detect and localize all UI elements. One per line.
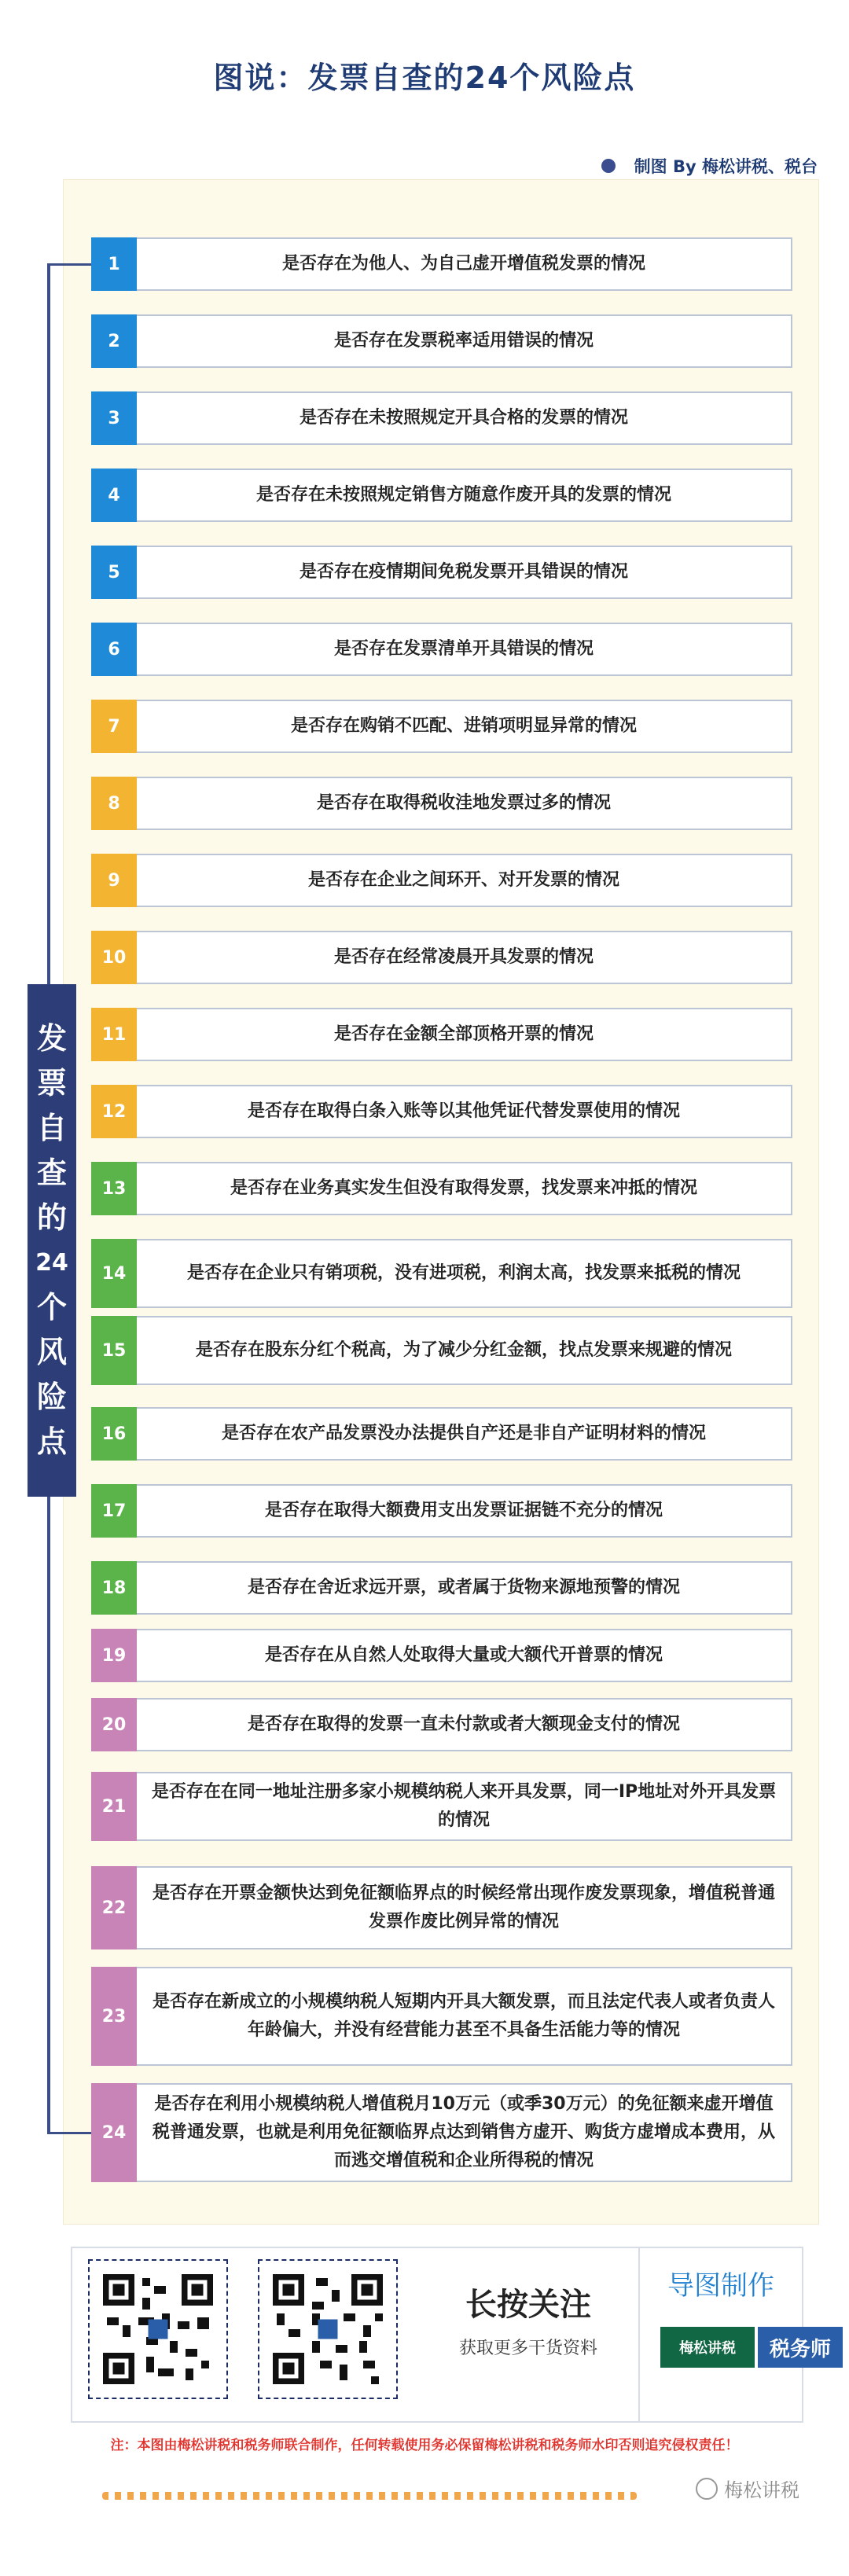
risk-item bbox=[91, 777, 792, 830]
footer-divider bbox=[638, 2248, 640, 2421]
credit-text: 制图 By 梅松讲税、税台 bbox=[634, 157, 818, 176]
risk-item bbox=[91, 314, 792, 368]
risk-item-text: 是否存在从自然人处取得大量或大额代开普票的情况 bbox=[137, 1629, 792, 1682]
risk-item-number: 13 bbox=[91, 1162, 137, 1215]
maker-title: 导图制作 bbox=[667, 2270, 774, 2302]
risk-item-number: 17 bbox=[91, 1484, 137, 1538]
risk-item-number: 10 bbox=[91, 931, 137, 984]
risk-item-number: 8 bbox=[91, 777, 137, 830]
risk-item-number: 5 bbox=[91, 546, 137, 599]
risk-item-number: 1 bbox=[91, 237, 137, 291]
rail-label-box bbox=[28, 984, 76, 1497]
risk-item-number: 4 bbox=[91, 469, 137, 522]
qr-code-icon bbox=[99, 2270, 217, 2388]
rail-label-char: 24 bbox=[35, 1249, 68, 1277]
risk-item-number: 23 bbox=[91, 1967, 137, 2066]
risk-item bbox=[91, 1772, 792, 1841]
risk-item bbox=[91, 854, 792, 907]
risk-item-number: 19 bbox=[91, 1629, 137, 1682]
logo-meisong: 梅松讲税 bbox=[660, 2327, 755, 2368]
brand-mark bbox=[696, 2475, 799, 2502]
risk-item-text: 是否存在舍近求远开票，或者属于货物来源地预警的情况 bbox=[137, 1561, 792, 1615]
risk-item bbox=[91, 469, 792, 522]
risk-item bbox=[91, 1239, 792, 1308]
risk-item bbox=[91, 1629, 792, 1682]
risk-item-text: 是否存在新成立的小规模纳税人短期内开具大额发票，而且法定代表人或者负责人年龄偏大，并没有经营能力甚至不具备生活能力等的情况 bbox=[137, 1967, 792, 2066]
rail-label-char: 险 bbox=[36, 1380, 67, 1414]
risk-item-text: 是否存在为他人、为自己虚开增值税发票的情况 bbox=[137, 237, 792, 291]
risk-item bbox=[91, 1407, 792, 1461]
risk-item-text: 是否存在业务真实发生但没有取得发票，找发票来冲抵的情况 bbox=[137, 1162, 792, 1215]
qr-code-left[interactable] bbox=[88, 2259, 228, 2399]
risk-item-number: 6 bbox=[91, 623, 137, 676]
risk-item bbox=[91, 1561, 792, 1615]
risk-item-number: 20 bbox=[91, 1698, 137, 1751]
risk-item-number: 9 bbox=[91, 854, 137, 907]
qr-code-right[interactable] bbox=[258, 2259, 398, 2399]
risk-item-text: 是否存在在同一地址注册多家小规模纳税人来开具发票，同一IP地址对外开具发票的情况 bbox=[137, 1772, 792, 1841]
risk-item-number: 7 bbox=[91, 700, 137, 753]
rail-label-char: 自 bbox=[36, 1111, 67, 1145]
risk-item bbox=[91, 1316, 792, 1385]
copyright-note: 注：本图由梅松讲税和税务师联合制作，任何转载使用务必保留梅松讲税和税务师水印否则追究侵权责任！ bbox=[110, 2438, 739, 2453]
risk-item-text: 是否存在未按照规定销售方随意作废开具的发票的情况 bbox=[137, 469, 792, 522]
risk-item-text: 是否存在企业之间环开、对开发票的情况 bbox=[137, 854, 792, 907]
risk-item-text: 是否存在疫情期间免税发票开具错误的情况 bbox=[137, 546, 792, 599]
risk-item-text: 是否存在取得大额费用支出发票证据链不充分的情况 bbox=[137, 1484, 792, 1538]
risk-item bbox=[91, 237, 792, 291]
rail-label-char: 票 bbox=[36, 1066, 67, 1101]
risk-item-text: 是否存在股东分红个税高，为了减少分红金额，找点发票来规避的情况 bbox=[137, 1316, 792, 1385]
rail-label-char: 的 bbox=[36, 1200, 67, 1235]
risk-item-number: 15 bbox=[91, 1316, 137, 1385]
risk-item bbox=[91, 2083, 792, 2182]
credit-line bbox=[601, 154, 818, 178]
footer-box bbox=[71, 2247, 831, 2423]
risk-item-number: 16 bbox=[91, 1407, 137, 1461]
risk-item-text: 是否存在农产品发票没办法提供自产还是非自产证明材料的情况 bbox=[137, 1407, 792, 1461]
rail-label-char: 查 bbox=[36, 1156, 67, 1190]
dotted-divider bbox=[102, 2492, 637, 2500]
risk-item bbox=[91, 1008, 792, 1061]
page-title: 图说：发票自查的24个风险点 bbox=[213, 61, 636, 95]
risk-item-text: 是否存在未按照规定开具合格的发票的情况 bbox=[137, 391, 792, 445]
risk-item-text: 是否存在企业只有销项税，没有进项税，利润太高，找发票来抵税的情况 bbox=[137, 1239, 792, 1308]
risk-item-number: 12 bbox=[91, 1085, 137, 1138]
risk-item-number: 11 bbox=[91, 1008, 137, 1061]
bullet-dot-icon bbox=[601, 159, 616, 173]
rail-label-char: 风 bbox=[36, 1335, 67, 1369]
risk-item bbox=[91, 931, 792, 984]
follow-subtitle: 获取更多干货资料 bbox=[458, 2339, 597, 2358]
risk-item-text: 是否存在取得的发票一直未付款或者大额现金支付的情况 bbox=[137, 1698, 792, 1751]
rail-connector bbox=[47, 263, 91, 266]
risk-item bbox=[91, 1698, 792, 1751]
risk-item bbox=[91, 1085, 792, 1138]
risk-item-text: 是否存在购销不匹配、进销项明显异常的情况 bbox=[137, 700, 792, 753]
rail-label-char: 点 bbox=[36, 1424, 67, 1459]
risk-item-number: 14 bbox=[91, 1239, 137, 1308]
brand-text: 梅松讲税 bbox=[724, 2479, 799, 2501]
risk-item-number: 3 bbox=[91, 391, 137, 445]
risk-item bbox=[91, 1967, 792, 2066]
risk-item bbox=[91, 546, 792, 599]
risk-item-text: 是否存在利用小规模纳税人增值税月10万元（或季30万元）的免征额来虚开增值税普通发票，也就是利用免征额临界点达到销售方虚开、购货方虚增成本费用，从而逃交增值税和企业所得税的情况 bbox=[137, 2083, 792, 2182]
risk-item bbox=[91, 1162, 792, 1215]
risk-item-number: 21 bbox=[91, 1772, 137, 1841]
qr-code-icon bbox=[269, 2270, 387, 2388]
rail-label-char: 发 bbox=[36, 1021, 67, 1056]
logo-shuiwushi: 税务师 bbox=[758, 2327, 843, 2368]
rail-label-char: 个 bbox=[36, 1290, 67, 1325]
risk-item bbox=[91, 1484, 792, 1538]
follow-title: 长按关注 bbox=[465, 2287, 591, 2323]
risk-item-number: 2 bbox=[91, 314, 137, 368]
risk-item-text: 是否存在金额全部顶格开票的情况 bbox=[137, 1008, 792, 1061]
rail-connector bbox=[47, 2132, 91, 2134]
risk-item-number: 18 bbox=[91, 1561, 137, 1615]
risk-item bbox=[91, 700, 792, 753]
risk-item-text: 是否存在取得税收洼地发票过多的情况 bbox=[137, 777, 792, 830]
risk-item-text: 是否存在经常凌晨开具发票的情况 bbox=[137, 931, 792, 984]
wechat-icon bbox=[696, 2478, 718, 2500]
risk-item bbox=[91, 1866, 792, 1949]
risk-item-text: 是否存在取得白条入账等以其他凭证代替发票使用的情况 bbox=[137, 1085, 792, 1138]
risk-item-text: 是否存在发票清单开具错误的情况 bbox=[137, 623, 792, 676]
risk-item-number: 24 bbox=[91, 2083, 137, 2182]
risk-item bbox=[91, 623, 792, 676]
risk-item-text: 是否存在开票金额快达到免征额临界点的时候经常出现作废发票现象，增值税普通发票作废比例异常的情况 bbox=[137, 1866, 792, 1949]
risk-item-text: 是否存在发票税率适用错误的情况 bbox=[137, 314, 792, 368]
risk-item bbox=[91, 391, 792, 445]
risk-item-number: 22 bbox=[91, 1866, 137, 1949]
